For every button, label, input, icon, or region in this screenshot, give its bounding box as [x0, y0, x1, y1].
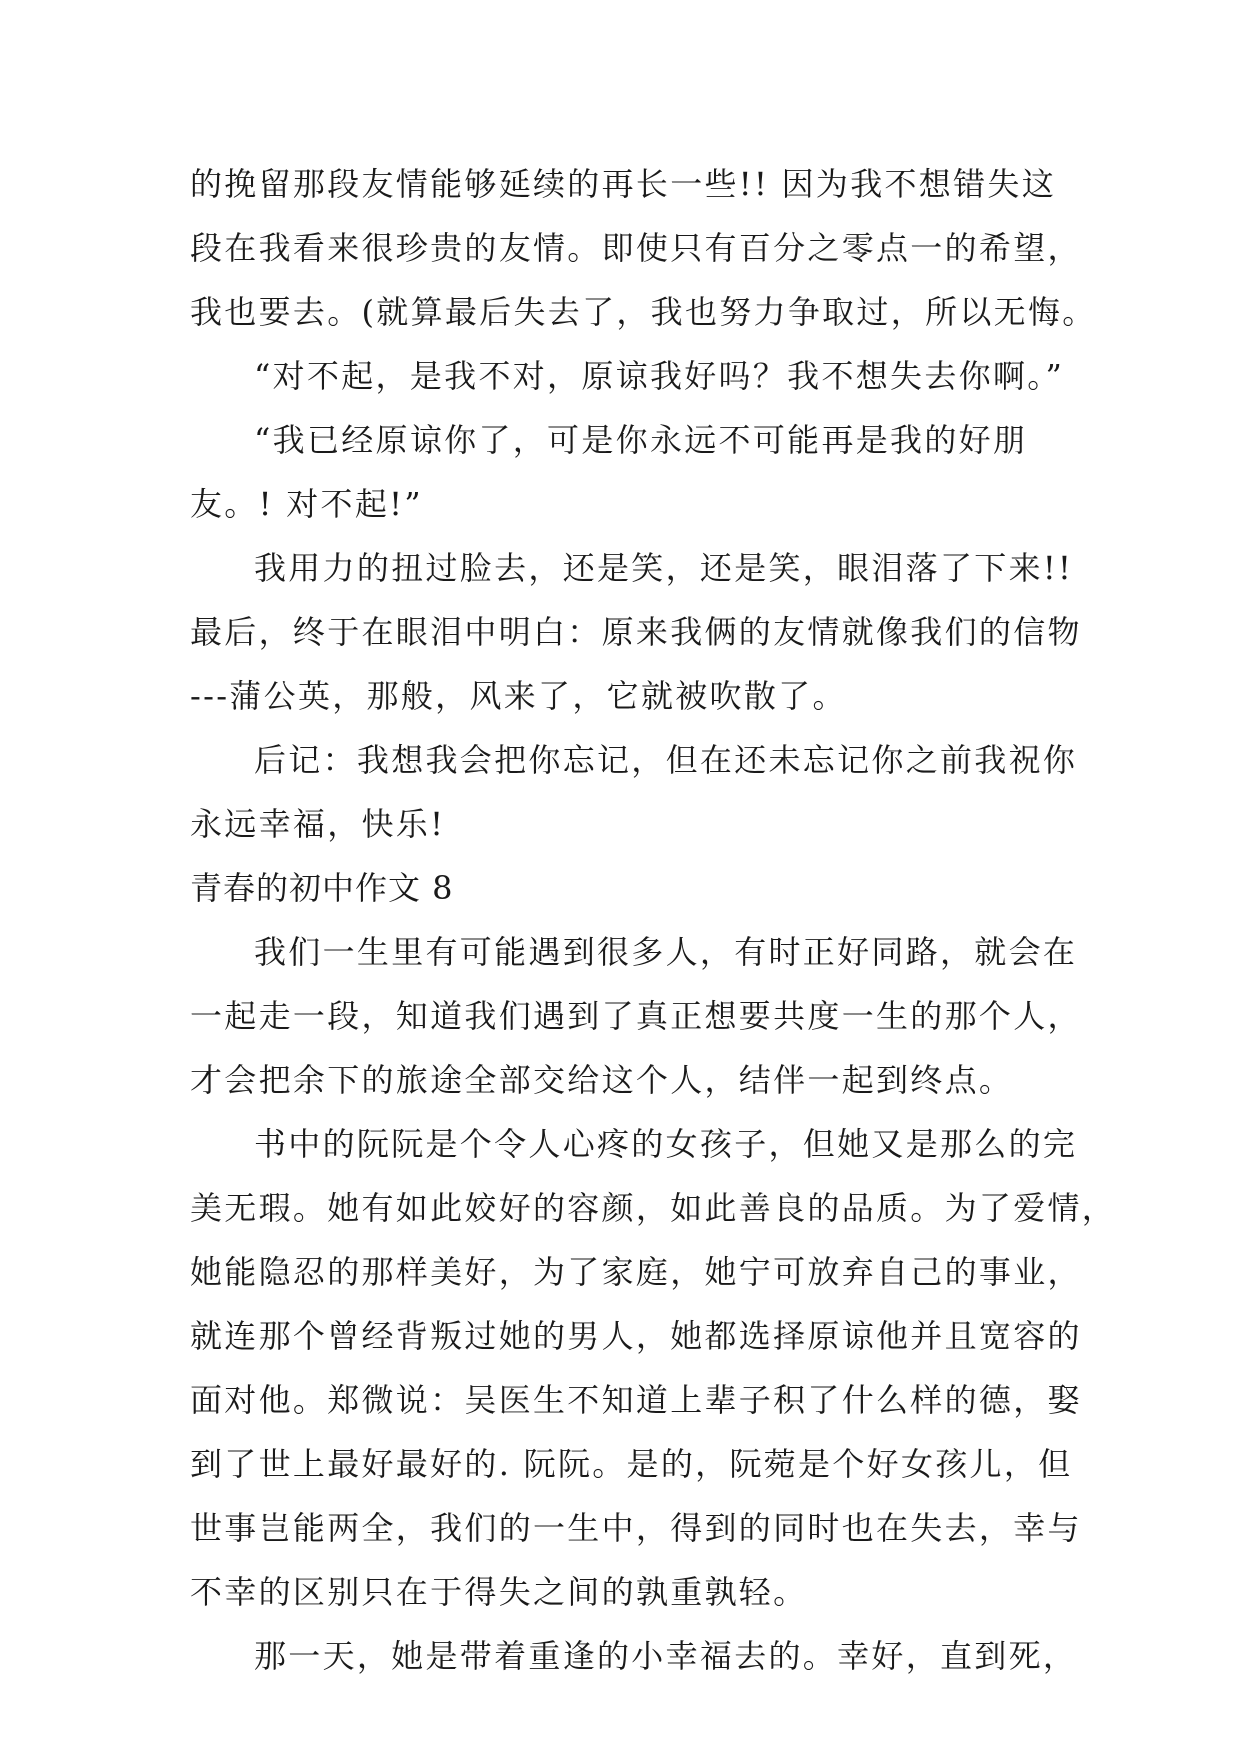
- text-line-19: 就连那个曾经背叛过她的男人，她都选择原谅他并且宽容的: [190, 1317, 1082, 1355]
- text-line-2: 段在我看来很珍贵的友情。即使只有百分之零点一的希望，: [190, 229, 1082, 267]
- text-line-14: 一起走一段，知道我们遇到了真正想要共度一生的那个人，: [190, 997, 1082, 1035]
- text-line-11: 永远幸福，快乐!: [190, 805, 446, 843]
- text-line-7: 我用力的扭过脸去，还是笑，还是笑，眼泪落了下来!!: [254, 549, 1074, 587]
- text-line-21: 到了世上最好最好的. 阮阮。是的，阮菀是个好女孩儿，但: [190, 1445, 1073, 1483]
- text-line-24: 那一天，她是带着重逢的小幸福去的。幸好，直到死，: [254, 1637, 1078, 1675]
- text-line-6: 友。! 对不起!”: [190, 485, 423, 523]
- text-line-20: 面对他。郑微说：吴医生不知道上辈子积了什么样的德，娶: [190, 1381, 1082, 1419]
- text-line-1: 的挽留那段友情能够延续的再长一些!! 因为我不想错失这: [190, 165, 1056, 203]
- text-line-15: 才会把余下的旅途全部交给这个人，结伴一起到终点。: [190, 1061, 1014, 1099]
- section-heading: 青春的初中作文 8: [190, 869, 454, 907]
- text-line-23: 不幸的区别只在于得失之间的孰重孰轻。: [190, 1573, 808, 1611]
- text-line-13: 我们一生里有可能遇到很多人，有时正好同路，就会在: [254, 933, 1078, 971]
- text-line-18: 她能隐忍的那样美好，为了家庭，她宁可放弃自己的事业，: [190, 1253, 1082, 1291]
- text-line-9: ---蒲公英，那般，风来了，它就被吹散了。: [190, 677, 847, 715]
- text-line-4: “对不起，是我不对，原谅我好吗？我不想失去你啊。”: [254, 357, 1065, 395]
- text-line-22: 世事岂能两全，我们的一生中，得到的同时也在失去，幸与: [190, 1509, 1082, 1547]
- text-line-17: 美无瑕。她有如此姣好的容颜，如此善良的品质。为了爱情，: [190, 1189, 1117, 1227]
- document-body: [190, 152, 1117, 1688]
- text-line-8: 最后，终于在眼泪中明白：原来我俩的友情就像我们的信物: [190, 613, 1082, 651]
- text-line-16: 书中的阮阮是个令人心疼的女孩子，但她又是那么的完: [254, 1125, 1078, 1163]
- text-line-10: 后记：我想我会把你忘记，但在还未忘记你之前我祝你: [254, 741, 1078, 779]
- text-line-5: “我已经原谅你了，可是你永远不可能再是我的好朋: [254, 421, 1028, 459]
- text-line-3: 我也要去。(就算最后失去了，我也努力争取过，所以无悔。: [190, 293, 1097, 331]
